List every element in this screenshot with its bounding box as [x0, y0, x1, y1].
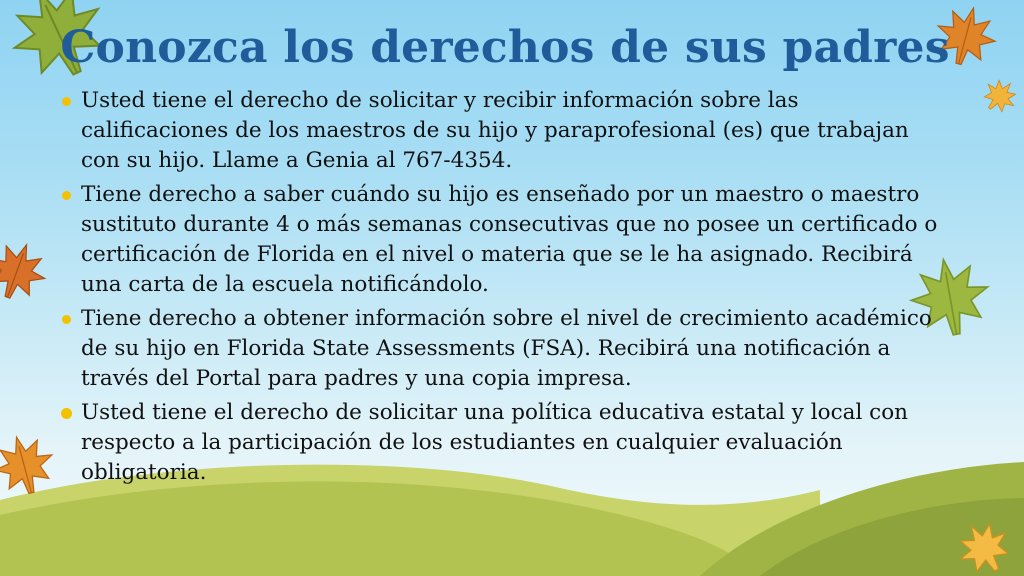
bullet-text: Usted tiene el derecho de solicitar y recibir información sobre las calificaciones de los maestros de su hijo y paraprofesional (es) que trabajan con su hijo. Llame a Genia al 767-4354.	[81, 88, 909, 173]
bullet-item	[60, 180, 940, 300]
bullet-item	[60, 86, 940, 176]
front-hill-left	[0, 481, 760, 576]
bullet-marker	[61, 408, 72, 419]
bullet-text: Tiene derecho a saber cuándo su hijo es enseñado por un maestro o maestro sustituto durante 4 o más semanas consecutivas que no posee un certificado o certificación de Florida en el nivel o materia que se le ha asignado. Recibirá una carta de la escuela notificándolo.	[81, 182, 938, 297]
bullet-marker	[62, 315, 71, 324]
slide-title: Conozca los derechos de sus padres	[60, 22, 950, 73]
bullet-item	[60, 398, 940, 488]
bullet-marker	[62, 97, 71, 106]
bullet-list	[60, 86, 940, 492]
bullet-text: Tiene derecho a obtener información sobre el nivel de crecimiento académico de su hijo en Florida State Assessments (FSA). Recibirá una notificación a través del Portal para padres y una copia impresa.	[81, 306, 932, 391]
bullet-marker	[62, 191, 71, 200]
bullet-text: Usted tiene el derecho de solicitar una política educativa estatal y local con respecto a la participación de los estudiantes en cualquier evaluación obligatoria.	[81, 400, 908, 485]
bullet-item	[60, 304, 940, 394]
